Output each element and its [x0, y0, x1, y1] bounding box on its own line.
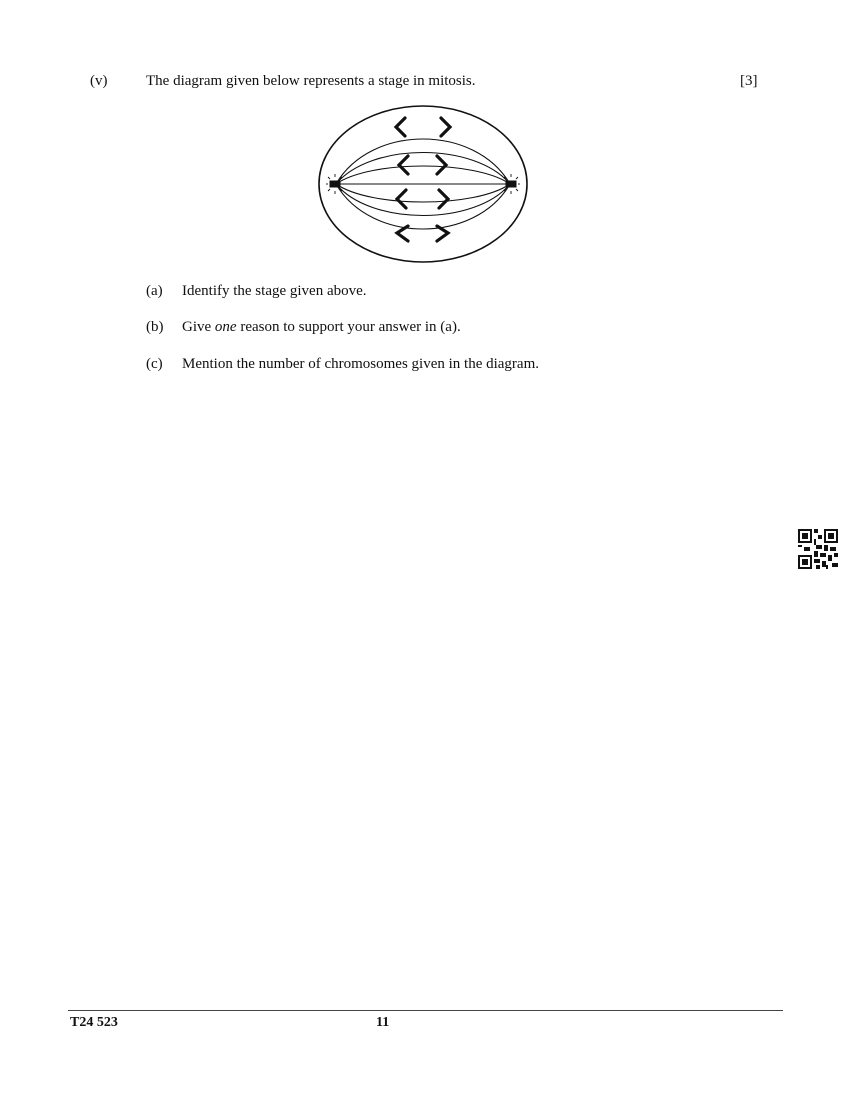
chromosome — [397, 226, 408, 241]
chromosome — [437, 156, 446, 174]
chromosome — [397, 190, 406, 208]
chromosome — [437, 226, 448, 241]
part-b-text: Give one reason to support your answer in (a). — [182, 319, 461, 335]
mitosis-stage-diagram — [316, 102, 530, 266]
page-number: 11 — [376, 1015, 390, 1030]
chromosome — [396, 118, 405, 136]
spindle-fibres — [336, 139, 510, 229]
centriole-right — [504, 174, 520, 194]
chromosome — [439, 190, 448, 208]
part-c-text: Mention the number of chromosomes given in the diagram. — [182, 356, 540, 372]
paper-code: T24 523 — [70, 1015, 118, 1030]
part-a-label: (a) — [146, 283, 163, 299]
question-stem: The diagram given below represents a stage in mitosis. — [146, 73, 476, 89]
part-a-text: Identify the stage given above. — [182, 283, 367, 299]
question-number: (v) — [90, 73, 108, 89]
question-marks: [3] — [740, 73, 758, 89]
chromosome — [441, 118, 450, 136]
part-b-label: (b) — [146, 319, 164, 335]
centriole-left — [326, 174, 342, 194]
qr-code-icon — [798, 529, 838, 569]
footer-rule — [68, 1010, 783, 1011]
part-c-label: (c) — [146, 356, 163, 372]
part-b-emphasis: one — [214, 319, 237, 335]
chromosome — [399, 156, 408, 174]
chromosomes — [396, 118, 450, 241]
